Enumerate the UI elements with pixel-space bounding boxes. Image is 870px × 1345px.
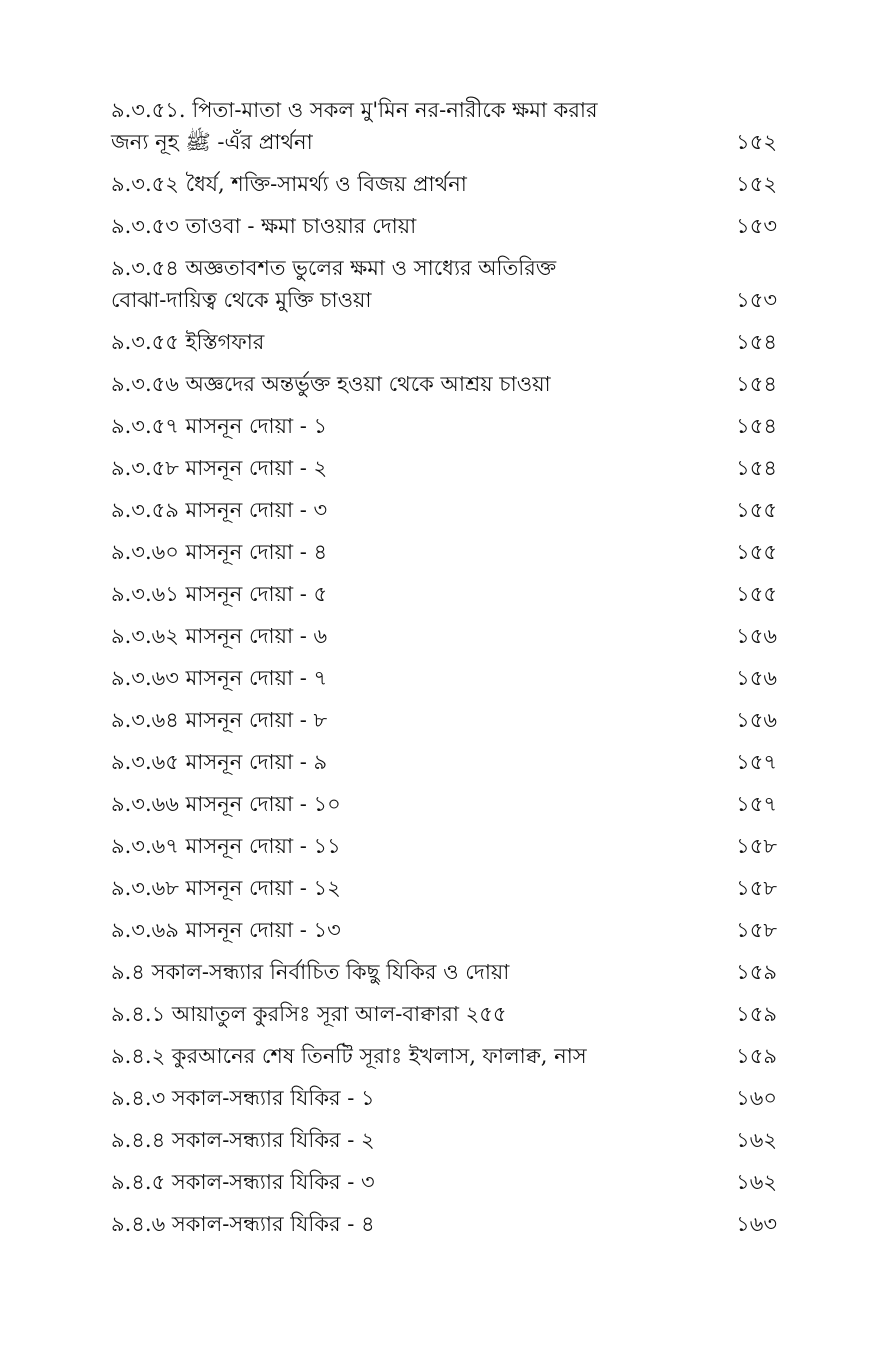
- toc-entry-title-line: ৯.৩.৫৮ মাসনূন দোয়া - ২: [111, 456, 328, 480]
- toc-entry-title-line: ৯.৩.৫৪ অজ্ঞতাবশত ভুলের ক্ষমা ও সাধ্যের অতিরিক্ত: [111, 256, 557, 280]
- toc-entry-title: [111, 956, 509, 988]
- toc-entry-page-number: ১৫২: [736, 130, 777, 154]
- toc-entry[interactable]: [111, 326, 777, 358]
- toc-entry-title-line: ৯.৩.৬৪ মাসনূন দোয়া - ৮: [111, 708, 328, 732]
- toc-entry[interactable]: [111, 536, 777, 568]
- toc-entry-title: [111, 998, 507, 1030]
- toc-entry-title: [111, 252, 556, 316]
- toc-entry[interactable]: [111, 494, 777, 526]
- toc-entry-page-number: ১৫৪: [736, 330, 777, 354]
- toc-entry-page-number: ১৫৮: [736, 918, 777, 942]
- toc-entry-title: [111, 830, 341, 862]
- toc-entry-title: [111, 94, 598, 158]
- toc-entry-title-line: ৯.৩.৬৬ মাসনূন দোয়া - ১০: [111, 792, 341, 816]
- toc-entry-title-line: ৯.৩.৫৯ মাসনূন দোয়া - ৩: [111, 498, 328, 522]
- toc-entry-page-number: ১৬৩: [736, 1212, 777, 1236]
- toc-entry[interactable]: [111, 368, 777, 400]
- toc-entry-page-number: ১৫৭: [736, 792, 777, 816]
- toc-entry-title: [111, 1040, 587, 1072]
- toc-entry-title-line: ৯.৩.৫১. পিতা-মাতা ও সকল মু'মিন নর-নারীকে ক্ষমা করার: [111, 98, 598, 122]
- toc-entry-page-number: ১৬২: [736, 1170, 777, 1194]
- toc-entry-page-number: ১৫৫: [736, 540, 777, 564]
- toc-entry-title-line: ৯.৩.৬১ মাসনূন দোয়া - ৫: [111, 582, 328, 606]
- toc-entry[interactable]: [111, 1124, 777, 1156]
- toc-entry-title-line: ৯.৪.১ আয়াতুল কুরসিঃ সূরা আল-বাক্বারা ২৫৫: [111, 1002, 507, 1026]
- toc-entry-title: [111, 368, 551, 400]
- toc-entry-title-line: বোঝা-দায়িত্ব থেকে মুক্তি চাওয়া: [111, 288, 372, 312]
- toc-entry-title-line: ৯.৩.৬০ মাসনূন দোয়া - ৪: [111, 540, 328, 564]
- toc-entry[interactable]: [111, 452, 777, 484]
- toc-entry-page-number: ১৫২: [736, 172, 777, 196]
- toc-entry[interactable]: [111, 620, 777, 652]
- toc-entry-title-line: ৯.৩.৬৩ মাসনূন দোয়া - ৭: [111, 666, 328, 690]
- toc-entry-page-number: ১৫৬: [736, 666, 777, 690]
- toc-entry-page-number: ১৫৯: [736, 1002, 777, 1026]
- toc-entry-title-line: ৯.৩.৫৫ ইস্তিগফার: [111, 330, 265, 354]
- toc-entry-title-line: ৯.৪.৫ সকাল-সন্ধ্যার যিকির - ৩: [111, 1170, 375, 1194]
- toc-entry-title-line: ৯.৩.৬৭ মাসনূন দোয়া - ১১: [111, 834, 341, 858]
- toc-entry-title: [111, 168, 467, 200]
- toc-entry-title-line: ৯.৩.৬৫ মাসনূন দোয়া - ৯: [111, 750, 328, 774]
- toc-entry-title-line: জন্য নূহ ﷺ -এঁর প্রার্থনা: [111, 130, 313, 154]
- toc-entry[interactable]: [111, 746, 777, 778]
- toc-entry-page-number: ১৫৯: [736, 960, 777, 984]
- toc-entry[interactable]: [111, 1082, 777, 1114]
- toc-entry-title-line: ৯.৩.৬৮ মাসনূন দোয়া - ১২: [111, 876, 341, 900]
- toc-entry[interactable]: [111, 94, 777, 158]
- toc-entry-page-number: ১৫৪: [736, 414, 777, 438]
- toc-entry-page-number: ১৫৫: [736, 498, 777, 522]
- toc-entry-title: [111, 536, 327, 568]
- toc-entry-page-number: ১৫৭: [736, 750, 777, 774]
- toc-entry-page-number: ১৫৫: [736, 582, 777, 606]
- toc-entry[interactable]: [111, 578, 777, 610]
- toc-entry-title: [111, 746, 327, 778]
- toc-entry-page-number: ১৬০: [736, 1086, 777, 1110]
- toc-entry[interactable]: [111, 956, 777, 988]
- toc-entry-title: [111, 210, 416, 242]
- toc-entry-title: [111, 1166, 375, 1198]
- toc-entry[interactable]: [111, 830, 777, 862]
- toc-entry[interactable]: [111, 914, 777, 946]
- toc-entry[interactable]: [111, 1208, 777, 1240]
- toc-entry-title-line: ৯.৪.৬ সকাল-সন্ধ্যার যিকির - ৪: [111, 1212, 375, 1236]
- toc-entry-title-line: ৯.৩.৫৬ অজ্ঞদের অন্তর্ভুক্ত হওয়া থেকে আশ্রয় চাওয়া: [111, 372, 551, 396]
- toc-entry-title: [111, 494, 327, 526]
- toc-entry-title: [111, 704, 327, 736]
- toc-entry[interactable]: [111, 872, 777, 904]
- toc-entry-title-line: ৯.৪.৪ সকাল-সন্ধ্যার যিকির - ২: [111, 1128, 375, 1152]
- toc-entry-title: [111, 914, 341, 946]
- toc-entry[interactable]: [111, 788, 777, 820]
- toc-entry-title: [111, 662, 327, 694]
- toc-entry-page-number: ১৫৮: [736, 834, 777, 858]
- toc-entry[interactable]: [111, 998, 777, 1030]
- toc-entry-title: [111, 872, 341, 904]
- toc-entry-page-number: ১৫৪: [736, 372, 777, 396]
- toc-entry-page-number: ১৬২: [736, 1128, 777, 1152]
- toc-entry[interactable]: [111, 168, 777, 200]
- toc-entry-page-number: ১৫৯: [736, 1044, 777, 1068]
- toc-entry-title: [111, 620, 327, 652]
- toc-entry-title: [111, 1082, 375, 1114]
- toc-entry-page-number: ১৫৪: [736, 456, 777, 480]
- table-of-contents: [111, 94, 777, 1250]
- toc-entry-title: [111, 578, 327, 610]
- toc-entry-title: [111, 410, 327, 442]
- toc-entry-page-number: ১৫৮: [736, 876, 777, 900]
- toc-entry[interactable]: [111, 704, 777, 736]
- toc-entry-title-line: ৯.৪ সকাল-সন্ধ্যার নির্বাচিত কিছু যিকির ও দোয়া: [111, 960, 510, 984]
- toc-entry[interactable]: [111, 210, 777, 242]
- toc-entry-page-number: ১৫৬: [736, 708, 777, 732]
- toc-entry-title: [111, 452, 327, 484]
- toc-entry-title: [111, 1208, 375, 1240]
- toc-entry-title-line: ৯.৩.৬২ মাসনূন দোয়া - ৬: [111, 624, 328, 648]
- toc-entry-title: [111, 788, 341, 820]
- toc-entry[interactable]: [111, 1166, 777, 1198]
- toc-entry[interactable]: [111, 1040, 777, 1072]
- toc-entry-page-number: ১৫৩: [736, 288, 777, 312]
- toc-entry-title: [111, 326, 264, 358]
- toc-entry[interactable]: [111, 662, 777, 694]
- toc-entry-title-line: ৯.৪.৩ সকাল-সন্ধ্যার যিকির - ১: [111, 1086, 375, 1110]
- toc-entry[interactable]: [111, 252, 777, 316]
- toc-entry-title-line: ৯.৩.৫২ ধৈর্য, শক্তি-সামর্থ্য ও বিজয় প্রার্থনা: [111, 172, 467, 196]
- toc-entry-title-line: ৯.৩.৫৩ তাওবা - ক্ষমা চাওয়ার দোয়া: [111, 214, 417, 238]
- toc-entry[interactable]: [111, 410, 777, 442]
- toc-entry-title-line: ৯.৩.৫৭ মাসনূন দোয়া - ১: [111, 414, 328, 438]
- toc-entry-page-number: ১৫৬: [736, 624, 777, 648]
- toc-entry-page-number: ১৫৩: [736, 214, 777, 238]
- toc-entry-title-line: ৯.৩.৬৯ মাসনূন দোয়া - ১৩: [111, 918, 341, 942]
- toc-entry-title-line: ৯.৪.২ কুরআনের শেষ তিনটি সূরাঃ ইখলাস, ফালাক্ব, নাস: [111, 1044, 587, 1068]
- toc-entry-title: [111, 1124, 375, 1156]
